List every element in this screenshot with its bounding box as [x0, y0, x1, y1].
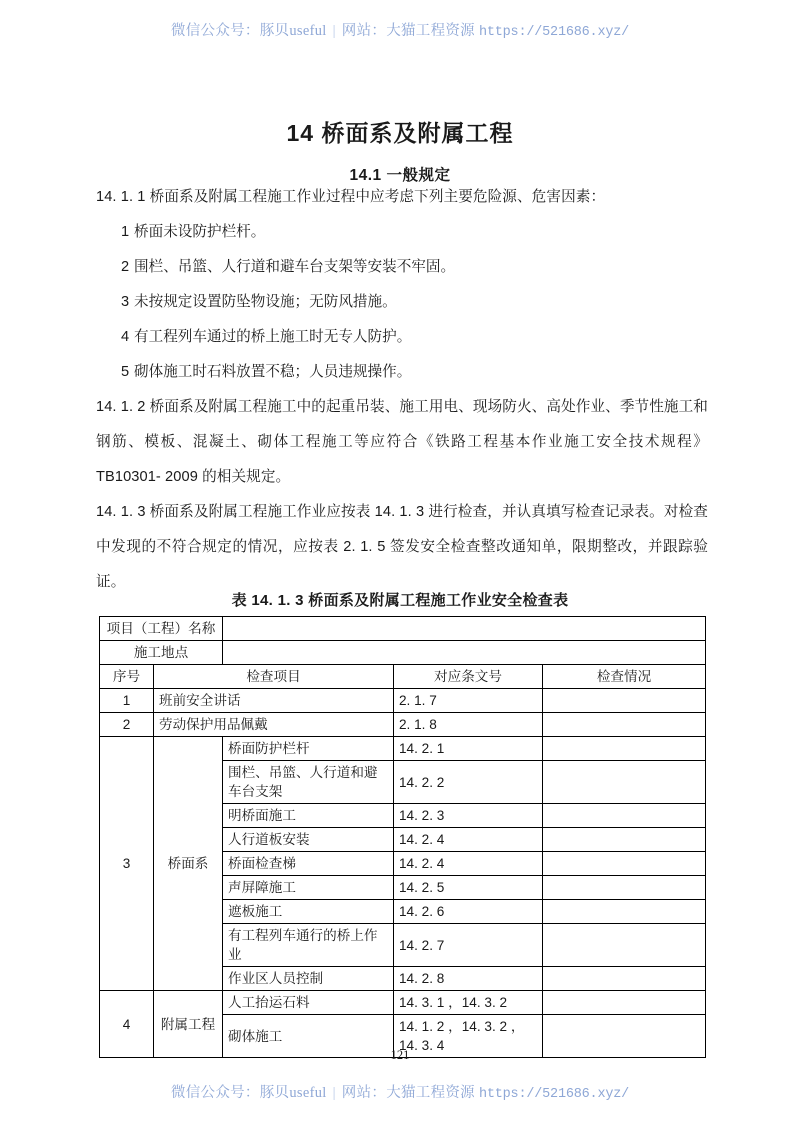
table-row	[100, 737, 706, 761]
list-item-number: 4	[121, 329, 130, 345]
safety-check-table	[99, 616, 706, 1058]
row-item: 人行道板安装	[223, 828, 394, 852]
watermark-account: 豚贝useful	[259, 23, 327, 39]
group-seq: 4	[100, 991, 154, 1058]
row-item: 班前安全讲话	[154, 689, 394, 713]
clause-14-1-1: 14. 1. 1 桥面系及附属工程施工作业过程中应考虑下列主要危险源、危害因素：	[96, 189, 606, 205]
row-ref: 14. 2. 1	[394, 737, 543, 761]
table-header-row	[100, 665, 706, 689]
document-body	[96, 180, 708, 600]
row-ref: 2. 1. 8	[394, 713, 543, 737]
row-result[interactable]	[543, 900, 706, 924]
row-ref: 14. 2. 5	[394, 876, 543, 900]
project-name-label: 项目（工程）名称	[100, 617, 223, 641]
row-ref: 14. 2. 4	[394, 828, 543, 852]
row-result[interactable]	[543, 737, 706, 761]
list-item-number: 3	[121, 294, 130, 310]
row-item: 桥面检查梯	[223, 852, 394, 876]
watermark-footer	[0, 1081, 800, 1102]
list-item-text: 有工程列车通过的桥上施工时无专人防护。	[134, 329, 412, 345]
list-item	[96, 250, 708, 285]
row-item: 桥面防护栏杆	[223, 737, 394, 761]
watermark-site-label: 网站：	[341, 23, 387, 39]
row-ref: 14. 2. 2	[394, 761, 543, 804]
group-category: 附属工程	[154, 991, 223, 1058]
watermark-prefix-label: 微信公众号：	[170, 23, 260, 39]
row-item: 劳动保护用品佩戴	[154, 713, 394, 737]
row-ref: 14. 1. 2 ，14. 3. 2 ，14. 3. 4	[394, 1015, 543, 1058]
list-item-text: 桥面未设防护栏杆。	[134, 224, 266, 240]
row-result[interactable]	[543, 689, 706, 713]
header-check-result: 检查情况	[543, 665, 706, 689]
list-item	[96, 320, 708, 355]
clause-14-1-2: 14. 1. 2 桥面系及附属工程施工中的起重吊装、施工用电、现场防火、高处作业、季节性施工和钢筋、模板、混凝土、砌体工程施工等应符合《铁路工程基本作业施工安全技术规程》TB10301- 2009 的相关规定。	[96, 399, 709, 485]
header-check-item: 检查项目	[154, 665, 394, 689]
table-row	[100, 689, 706, 713]
row-item: 明桥面施工	[223, 804, 394, 828]
row-result[interactable]	[543, 852, 706, 876]
list-item-number: 1	[121, 224, 130, 240]
watermark-separator: |	[332, 1085, 336, 1101]
site-value[interactable]	[223, 641, 706, 665]
table-row-project-name	[100, 617, 706, 641]
row-result[interactable]	[543, 876, 706, 900]
watermark-site-label: 网站：	[341, 1085, 387, 1101]
row-item: 人工抬运石料	[223, 991, 394, 1015]
row-ref: 14. 2. 3	[394, 804, 543, 828]
watermark-site-name: 大猫工程资源	[386, 23, 475, 39]
list-item-number: 2	[121, 259, 130, 275]
row-result[interactable]	[543, 967, 706, 991]
row-ref: 14. 2. 8	[394, 967, 543, 991]
row-seq: 2	[100, 713, 154, 737]
watermark-separator: |	[332, 23, 336, 39]
table-row	[100, 991, 706, 1015]
watermark-url: https://521686.xyz/	[478, 1087, 630, 1102]
group-category: 桥面系	[154, 737, 223, 991]
row-item: 遮板施工	[223, 900, 394, 924]
row-result[interactable]	[543, 991, 706, 1015]
row-item: 作业区人员控制	[223, 967, 394, 991]
project-name-value[interactable]	[223, 617, 706, 641]
group-seq: 3	[100, 737, 154, 991]
header-seq: 序号	[100, 665, 154, 689]
clause-14-1-3: 14. 1. 3 桥面系及附属工程施工作业应按表 14. 1. 3 进行检查，并认真填写检查记录表。对检查中发现的不符合规定的情况，应按表 2. 1. 5 签发安全检查整改通知单，限期整改，并跟踪验证。	[96, 504, 708, 590]
row-ref: 14. 2. 4	[394, 852, 543, 876]
watermark-account: 豚贝useful	[259, 1085, 327, 1101]
row-ref: 14. 3. 1 ，14. 3. 2	[394, 991, 543, 1015]
watermark-prefix-label: 微信公众号：	[170, 1085, 260, 1101]
list-item	[96, 285, 708, 320]
table-row	[100, 713, 706, 737]
row-item: 砌体施工	[223, 1015, 394, 1058]
row-result[interactable]	[543, 828, 706, 852]
header-clause-ref: 对应条文号	[394, 665, 543, 689]
watermark-header	[0, 19, 800, 40]
chapter-title: 14 桥面系及附属工程	[286, 120, 514, 147]
list-item	[96, 215, 708, 250]
list-item-text: 砌体施工时石料放置不稳；人员违规操作。	[134, 364, 412, 380]
row-item: 声屏障施工	[223, 876, 394, 900]
page-number: 121	[390, 1048, 410, 1062]
list-item-number: 5	[121, 364, 130, 380]
list-item-text: 围栏、吊篮、人行道和避车台支架等安装不牢固。	[134, 259, 456, 275]
row-item: 围栏、吊篮、人行道和避车台支架	[223, 761, 394, 804]
row-result[interactable]	[543, 924, 706, 967]
table-row-site	[100, 641, 706, 665]
row-ref: 14. 2. 6	[394, 900, 543, 924]
row-ref: 2. 1. 7	[394, 689, 543, 713]
hazard-list	[96, 215, 708, 390]
watermark-site-name: 大猫工程资源	[386, 1085, 475, 1101]
row-result[interactable]	[543, 761, 706, 804]
list-item	[96, 355, 708, 390]
section-title: 14.1 一般规定	[349, 166, 451, 184]
watermark-url: https://521686.xyz/	[478, 25, 630, 40]
table-caption: 表 14. 1. 3 桥面系及附属工程施工作业安全检查表	[231, 592, 569, 609]
row-result[interactable]	[543, 804, 706, 828]
list-item-text: 未按规定设置防坠物设施；无防风措施。	[134, 294, 397, 310]
row-item: 有工程列车通行的桥上作业	[223, 924, 394, 967]
row-result[interactable]	[543, 713, 706, 737]
row-seq: 1	[100, 689, 154, 713]
row-ref: 14. 2. 7	[394, 924, 543, 967]
site-label: 施工地点	[100, 641, 223, 665]
